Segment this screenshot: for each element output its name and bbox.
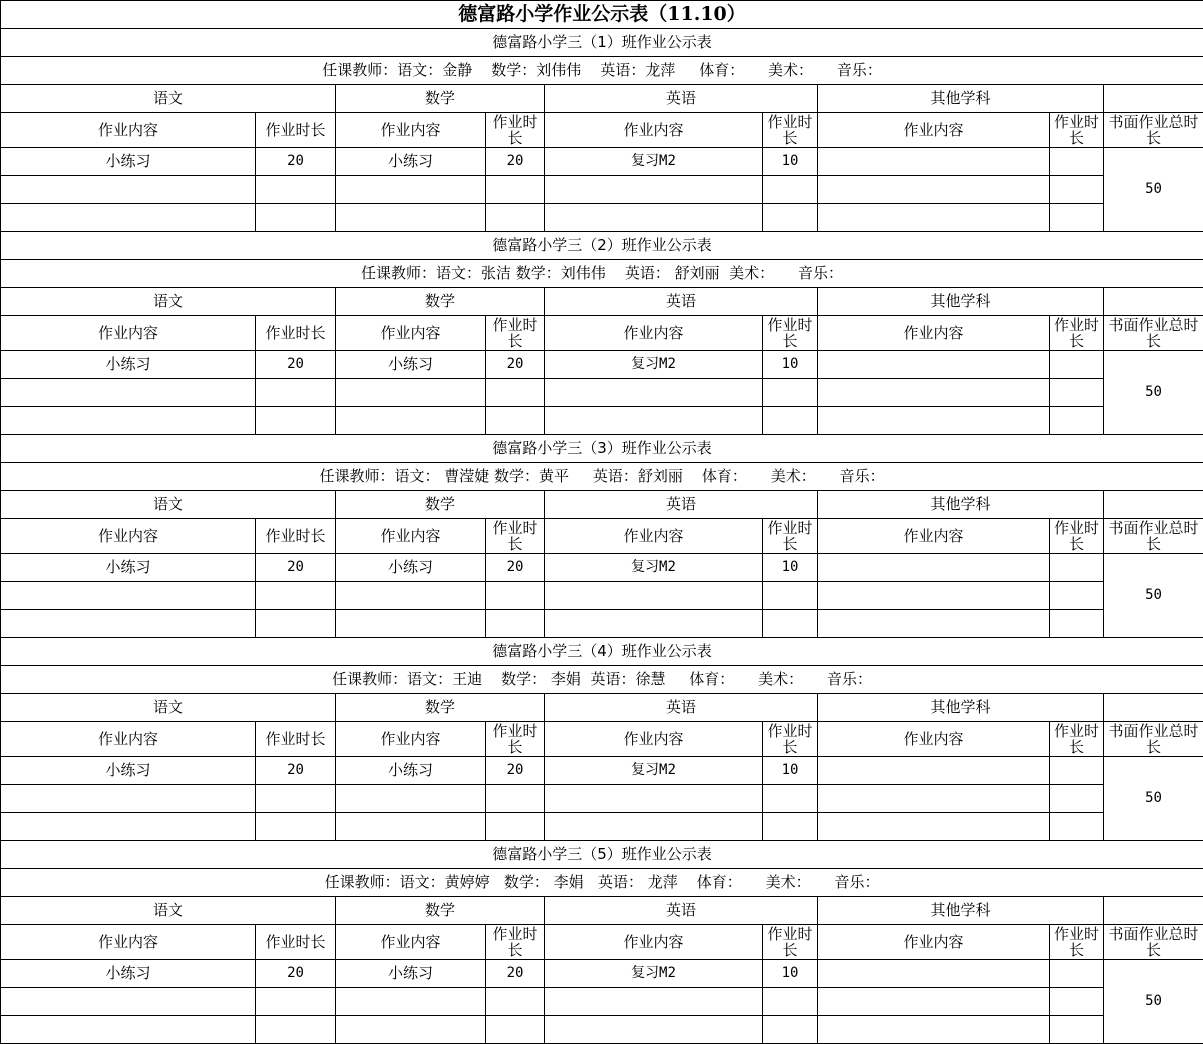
english-homework	[545, 813, 763, 841]
chinese-duration	[256, 988, 336, 1016]
class-title: 德富路小学三（4）班作业公示表	[1, 638, 1203, 666]
content-header: 作业内容	[1, 925, 256, 960]
math-homework: 小练习	[336, 351, 486, 379]
total-duration-header: 书面作业总时长	[1104, 316, 1203, 351]
chinese-duration	[256, 204, 336, 232]
english-duration: 10	[763, 148, 818, 176]
content-header: 作业内容	[1, 722, 256, 757]
subject-header-english: 英语	[545, 694, 818, 722]
subject-header-english: 英语	[545, 897, 818, 925]
math-homework	[336, 813, 486, 841]
duration-header: 作业时长	[486, 113, 545, 148]
duration-header: 作业时长	[1050, 519, 1104, 554]
chinese-duration	[256, 379, 336, 407]
math-duration	[486, 610, 545, 638]
other-duration	[1050, 554, 1104, 582]
math-duration: 20	[486, 757, 545, 785]
english-homework	[545, 176, 763, 204]
english-duration	[763, 407, 818, 435]
table-row	[1, 813, 1203, 841]
content-header: 作业内容	[818, 722, 1050, 757]
other-duration	[1050, 351, 1104, 379]
math-homework: 小练习	[336, 960, 486, 988]
subject-header-other: 其他学科	[818, 491, 1104, 519]
content-header: 作业内容	[1, 113, 256, 148]
class-title: 德富路小学三（5）班作业公示表	[1, 841, 1203, 869]
english-homework	[545, 379, 763, 407]
table-row	[1, 204, 1203, 232]
math-duration	[486, 813, 545, 841]
subject-header-other: 其他学科	[818, 694, 1104, 722]
math-homework	[336, 379, 486, 407]
math-homework: 小练习	[336, 148, 486, 176]
english-homework	[545, 988, 763, 1016]
other-homework	[818, 813, 1050, 841]
other-duration	[1050, 1016, 1104, 1044]
english-homework: 复习M2	[545, 351, 763, 379]
teacher-list: 任课教师：语文：黄婷婷 数学： 李娟 英语： 龙萍 体育： 美术： 音乐：	[1, 869, 1203, 897]
other-homework	[818, 379, 1050, 407]
chinese-duration	[256, 407, 336, 435]
table-row	[1, 610, 1203, 638]
teacher-list: 任课教师：语文： 曹滢婕 数学：黄平 英语：舒刘丽 体育： 美术： 音乐：	[1, 463, 1203, 491]
chinese-homework	[1, 407, 256, 435]
duration-header: 作业时长	[486, 316, 545, 351]
subject-header-english: 英语	[545, 288, 818, 316]
chinese-homework	[1, 1016, 256, 1044]
math-duration: 20	[486, 148, 545, 176]
other-duration	[1050, 407, 1104, 435]
subject-header-chinese: 语文	[1, 491, 336, 519]
subject-header-blank	[1104, 897, 1203, 925]
table-row	[1, 407, 1203, 435]
content-header: 作业内容	[336, 113, 486, 148]
chinese-homework: 小练习	[1, 148, 256, 176]
class-title: 德富路小学三（3）班作业公示表	[1, 435, 1203, 463]
duration-header: 作业时长	[763, 925, 818, 960]
table-row	[1, 176, 1203, 204]
subject-header-english: 英语	[545, 491, 818, 519]
table-row	[1, 785, 1203, 813]
math-duration	[486, 582, 545, 610]
subject-header-english: 英语	[545, 85, 818, 113]
duration-header: 作业时长	[763, 316, 818, 351]
subject-header-math: 数学	[336, 491, 545, 519]
other-homework	[818, 1016, 1050, 1044]
chinese-homework	[1, 785, 256, 813]
teacher-list: 任课教师：语文：金静 数学：刘伟伟 英语：龙萍 体育： 美术： 音乐：	[1, 57, 1203, 85]
table-row	[1, 1016, 1203, 1044]
math-duration	[486, 176, 545, 204]
other-homework	[818, 757, 1050, 785]
other-homework	[818, 610, 1050, 638]
total-duration-header: 书面作业总时长	[1104, 519, 1203, 554]
subject-header-blank	[1104, 694, 1203, 722]
duration-header: 作业时长	[763, 722, 818, 757]
subject-header-other: 其他学科	[818, 288, 1104, 316]
english-duration	[763, 813, 818, 841]
math-duration	[486, 407, 545, 435]
total-duration: 50	[1104, 148, 1203, 232]
math-homework	[336, 988, 486, 1016]
content-header: 作业内容	[336, 316, 486, 351]
english-homework	[545, 610, 763, 638]
english-duration	[763, 610, 818, 638]
math-duration	[486, 785, 545, 813]
english-homework	[545, 1016, 763, 1044]
math-homework: 小练习	[336, 757, 486, 785]
subject-header-chinese: 语文	[1, 897, 336, 925]
content-header: 作业内容	[336, 519, 486, 554]
duration-header: 作业时长	[763, 113, 818, 148]
other-duration	[1050, 785, 1104, 813]
english-duration	[763, 582, 818, 610]
english-homework	[545, 204, 763, 232]
class-title: 德富路小学三（1）班作业公示表	[1, 29, 1203, 57]
content-header: 作业内容	[545, 113, 763, 148]
english-homework	[545, 407, 763, 435]
table-row	[1, 582, 1203, 610]
duration-header: 作业时长	[256, 925, 336, 960]
content-header: 作业内容	[818, 519, 1050, 554]
other-homework	[818, 554, 1050, 582]
subject-header-chinese: 语文	[1, 694, 336, 722]
subject-header-math: 数学	[336, 897, 545, 925]
subject-header-other: 其他学科	[818, 897, 1104, 925]
other-duration	[1050, 757, 1104, 785]
other-duration	[1050, 379, 1104, 407]
english-homework: 复习M2	[545, 960, 763, 988]
duration-header: 作业时长	[1050, 925, 1104, 960]
other-homework	[818, 204, 1050, 232]
subject-header-chinese: 语文	[1, 85, 336, 113]
teacher-list: 任课教师：语文：张洁 数学：刘伟伟 英语： 舒刘丽 美术： 音乐：	[1, 260, 1203, 288]
chinese-duration	[256, 610, 336, 638]
total-duration-header: 书面作业总时长	[1104, 722, 1203, 757]
content-header: 作业内容	[336, 722, 486, 757]
chinese-homework	[1, 813, 256, 841]
chinese-duration	[256, 813, 336, 841]
table-row	[1, 148, 1203, 176]
chinese-homework	[1, 610, 256, 638]
other-homework	[818, 148, 1050, 176]
chinese-duration: 20	[256, 960, 336, 988]
math-duration	[486, 988, 545, 1016]
table-row	[1, 988, 1203, 1016]
math-homework: 小练习	[336, 554, 486, 582]
duration-header: 作业时长	[256, 519, 336, 554]
chinese-homework: 小练习	[1, 554, 256, 582]
teacher-list: 任课教师：语文：王迪 数学： 李娟 英语：徐慧 体育： 美术： 音乐：	[1, 666, 1203, 694]
other-duration	[1050, 988, 1104, 1016]
chinese-duration	[256, 176, 336, 204]
subject-header-math: 数学	[336, 694, 545, 722]
english-homework: 复习M2	[545, 148, 763, 176]
other-duration	[1050, 582, 1104, 610]
other-duration	[1050, 960, 1104, 988]
english-duration	[763, 379, 818, 407]
duration-header: 作业时长	[486, 722, 545, 757]
total-duration-header: 书面作业总时长	[1104, 113, 1203, 148]
chinese-duration: 20	[256, 351, 336, 379]
chinese-duration	[256, 1016, 336, 1044]
table-row	[1, 351, 1203, 379]
content-header: 作业内容	[1, 519, 256, 554]
duration-header: 作业时长	[1050, 113, 1104, 148]
other-homework	[818, 176, 1050, 204]
subject-header-other: 其他学科	[818, 85, 1104, 113]
content-header: 作业内容	[336, 925, 486, 960]
other-homework	[818, 960, 1050, 988]
duration-header: 作业时长	[256, 113, 336, 148]
english-homework: 复习M2	[545, 554, 763, 582]
page-title: 德富路小学作业公示表（11.10）	[1, 1, 1203, 29]
content-header: 作业内容	[545, 925, 763, 960]
other-duration	[1050, 813, 1104, 841]
english-duration	[763, 176, 818, 204]
other-duration	[1050, 610, 1104, 638]
table-row	[1, 757, 1203, 785]
table-row	[1, 379, 1203, 407]
chinese-homework	[1, 988, 256, 1016]
math-duration: 20	[486, 351, 545, 379]
subject-header-chinese: 语文	[1, 288, 336, 316]
duration-header: 作业时长	[486, 519, 545, 554]
chinese-homework	[1, 379, 256, 407]
other-duration	[1050, 148, 1104, 176]
math-homework	[336, 785, 486, 813]
content-header: 作业内容	[545, 722, 763, 757]
math-duration	[486, 1016, 545, 1044]
chinese-duration: 20	[256, 554, 336, 582]
other-homework	[818, 407, 1050, 435]
other-homework	[818, 785, 1050, 813]
english-homework	[545, 785, 763, 813]
math-homework	[336, 407, 486, 435]
duration-header: 作业时长	[1050, 722, 1104, 757]
english-duration	[763, 1016, 818, 1044]
english-duration: 10	[763, 757, 818, 785]
chinese-homework: 小练习	[1, 757, 256, 785]
english-duration: 10	[763, 554, 818, 582]
total-duration: 50	[1104, 960, 1203, 1044]
english-duration	[763, 785, 818, 813]
table-row	[1, 554, 1203, 582]
other-homework	[818, 582, 1050, 610]
math-duration	[486, 379, 545, 407]
duration-header: 作业时长	[256, 722, 336, 757]
math-homework	[336, 1016, 486, 1044]
math-homework	[336, 176, 486, 204]
math-duration: 20	[486, 960, 545, 988]
subject-header-blank	[1104, 85, 1203, 113]
chinese-duration	[256, 582, 336, 610]
english-homework	[545, 582, 763, 610]
english-duration	[763, 204, 818, 232]
math-duration	[486, 204, 545, 232]
chinese-duration: 20	[256, 148, 336, 176]
english-duration: 10	[763, 960, 818, 988]
total-duration: 50	[1104, 757, 1203, 841]
math-homework	[336, 582, 486, 610]
subject-header-blank	[1104, 288, 1203, 316]
chinese-homework	[1, 176, 256, 204]
chinese-homework	[1, 204, 256, 232]
total-duration: 50	[1104, 351, 1203, 435]
subject-header-math: 数学	[336, 85, 545, 113]
content-header: 作业内容	[818, 113, 1050, 148]
chinese-duration	[256, 785, 336, 813]
content-header: 作业内容	[818, 316, 1050, 351]
other-duration	[1050, 204, 1104, 232]
class-title: 德富路小学三（2）班作业公示表	[1, 232, 1203, 260]
total-duration: 50	[1104, 554, 1203, 638]
content-header: 作业内容	[545, 316, 763, 351]
english-duration: 10	[763, 351, 818, 379]
duration-header: 作业时长	[763, 519, 818, 554]
math-homework	[336, 204, 486, 232]
math-homework	[336, 610, 486, 638]
other-homework	[818, 988, 1050, 1016]
subject-header-math: 数学	[336, 288, 545, 316]
table-row	[1, 960, 1203, 988]
english-duration	[763, 988, 818, 1016]
subject-header-blank	[1104, 491, 1203, 519]
other-homework	[818, 351, 1050, 379]
content-header: 作业内容	[818, 925, 1050, 960]
content-header: 作业内容	[1, 316, 256, 351]
total-duration-header: 书面作业总时长	[1104, 925, 1203, 960]
chinese-homework: 小练习	[1, 960, 256, 988]
duration-header: 作业时长	[486, 925, 545, 960]
chinese-homework: 小练习	[1, 351, 256, 379]
english-homework: 复习M2	[545, 757, 763, 785]
duration-header: 作业时长	[1050, 316, 1104, 351]
other-duration	[1050, 176, 1104, 204]
duration-header: 作业时长	[256, 316, 336, 351]
chinese-duration: 20	[256, 757, 336, 785]
math-duration: 20	[486, 554, 545, 582]
content-header: 作业内容	[545, 519, 763, 554]
chinese-homework	[1, 582, 256, 610]
